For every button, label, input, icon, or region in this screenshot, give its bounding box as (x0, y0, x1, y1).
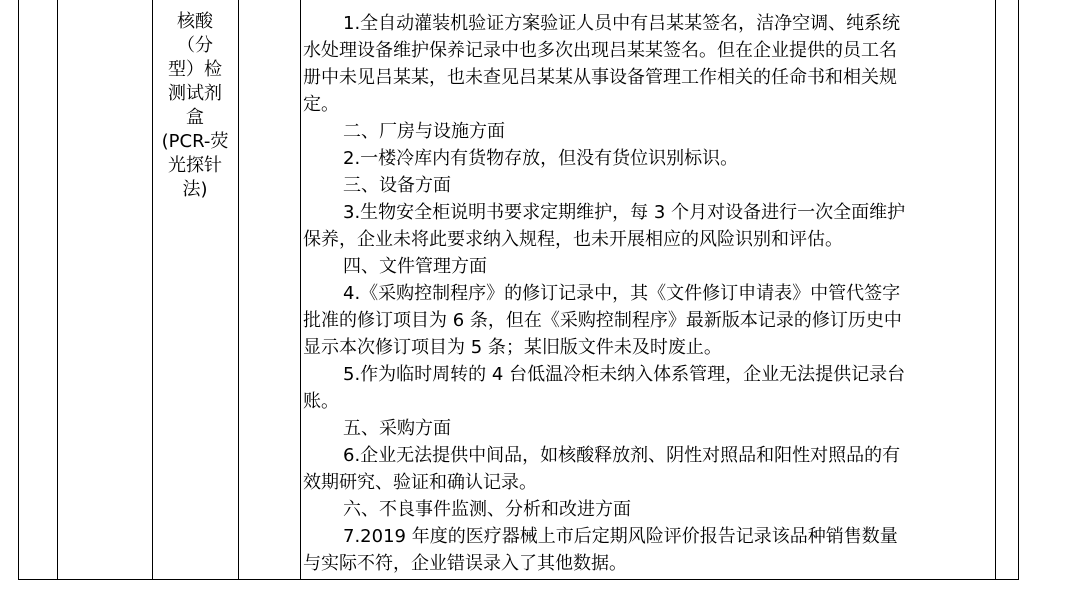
product-name-cell (153, 10, 237, 202)
product-name-line: 光探针 (168, 155, 222, 176)
finding-line: 7.2019 年度的医疗器械上市后定期风险评价报告记录该品种销售数量 (343, 526, 898, 547)
column-divider (238, 0, 239, 580)
product-name-line: 盒 (186, 107, 204, 128)
product-name-line: 核酸 (177, 11, 213, 32)
table-border-left (18, 0, 19, 580)
finding-line: 6.企业无法提供中间品，如核酸释放剂、阴性对照品和阳性对照品的有 (343, 445, 901, 466)
finding-line: 四、文件管理方面 (343, 256, 487, 277)
finding-line: 效期研究、验证和确认记录。 (303, 472, 537, 493)
finding-line: 六、不良事件监测、分析和改进方面 (343, 499, 631, 520)
findings-cell (303, 10, 995, 577)
finding-line: 3.生物安全柜说明书要求定期维护，每 3 个月对设备进行一次全面维护 (343, 202, 906, 223)
column-divider (300, 0, 301, 580)
finding-line: 五、采购方面 (343, 418, 451, 439)
product-name-line: 型）检 (168, 59, 222, 80)
product-name-line: (PCR-荧 (161, 131, 229, 152)
finding-line: 保养，企业未将此要求纳入规程，也未开展相应的风险识别和评估。 (303, 229, 843, 250)
finding-line: 册中未见吕某某，也未查见吕某某从事设备管理工作相关的任命书和相关规 (303, 67, 897, 88)
table-border-right (1018, 0, 1019, 580)
product-name-line: 测试剂 (168, 83, 222, 104)
finding-line: 三、设备方面 (343, 175, 451, 196)
finding-line: 账。 (303, 391, 339, 412)
column-divider (995, 0, 996, 580)
finding-line: 2.一楼冷库内有货物存放，但没有货位识别标识。 (343, 148, 739, 169)
table-bottom-border (18, 579, 1019, 580)
finding-line: 二、厂房与设施方面 (343, 121, 505, 142)
finding-line: 水处理设备维护保养记录中也多次出现吕某某签名。但在企业提供的员工名 (303, 40, 897, 61)
product-name-line: 法) (182, 179, 208, 200)
finding-line: 5.作为临时周转的 4 台低温冷柜未纳入体系管理，企业无法提供记录台 (343, 364, 906, 385)
finding-line: 1.全自动灌装机验证方案验证人员中有吕某某签名，洁净空调、纯系统 (343, 13, 901, 34)
finding-line: 批准的修订项目为 6 条，但在《采购控制程序》最新版本记录的修订历史中 (303, 310, 902, 331)
finding-line: 定。 (303, 94, 339, 115)
finding-line: 4.《采购控制程序》的修订记录中，其《文件修订申请表》中管代签字 (343, 283, 901, 304)
finding-line: 显示本次修订项目为 5 条；某旧版文件未及时废止。 (303, 337, 722, 358)
column-divider (57, 0, 58, 580)
product-name-line: （分 (177, 35, 213, 56)
finding-line: 与实际不符，企业错误录入了其他数据。 (303, 553, 627, 574)
